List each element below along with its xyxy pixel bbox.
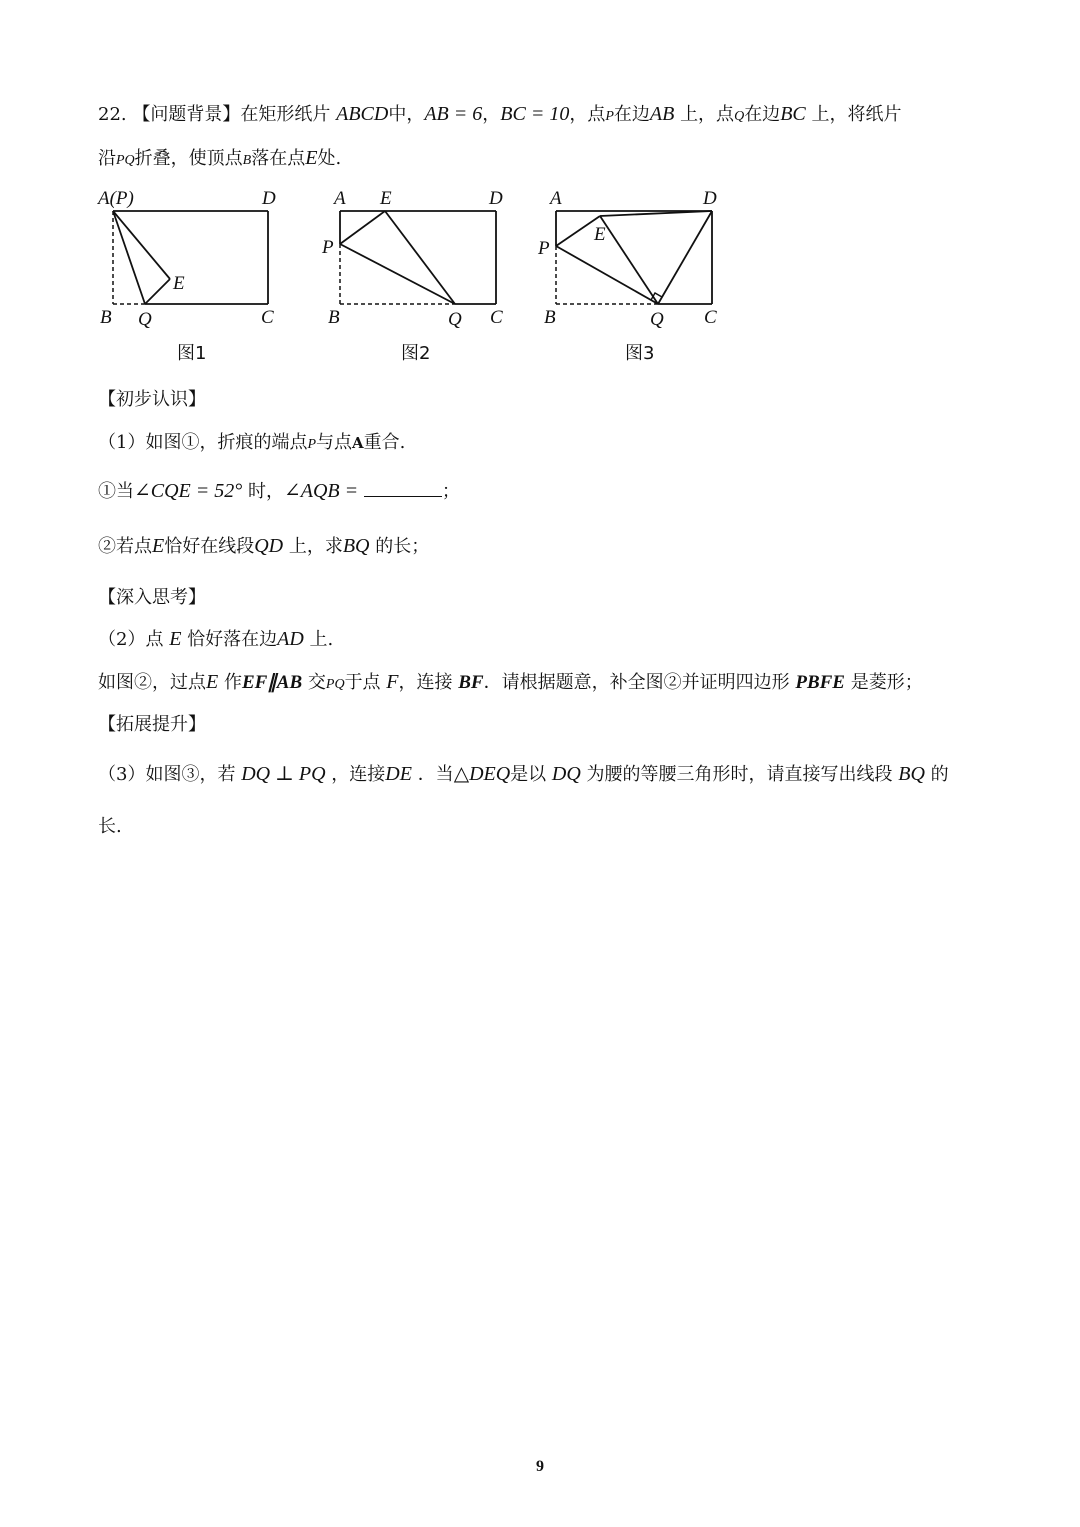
figure-3 bbox=[537, 188, 717, 364]
math-bc-eq: BC = 10 bbox=[500, 103, 570, 125]
figure-2 bbox=[321, 188, 503, 364]
fig3-label-d: D bbox=[703, 188, 717, 209]
text: 沿 bbox=[98, 148, 116, 169]
math-p: P bbox=[605, 109, 614, 124]
question-2-intro bbox=[98, 625, 333, 651]
problem-intro-line-1 bbox=[98, 100, 901, 126]
problem-intro-line-2 bbox=[98, 144, 341, 170]
math-e: E bbox=[169, 628, 182, 650]
fig3-segment-eq bbox=[600, 216, 658, 304]
fig3-segment-qd bbox=[658, 211, 712, 304]
math-qd: QD bbox=[254, 535, 284, 557]
fig1-label-d: D bbox=[262, 188, 276, 209]
question-1-part-i bbox=[98, 477, 460, 503]
text: 如图②，过点 bbox=[98, 672, 206, 693]
fig1-crease-pq bbox=[113, 211, 145, 304]
text: 交 bbox=[307, 672, 326, 693]
text: 上，将纸片 bbox=[811, 104, 902, 125]
fig1-label-a: A(P) bbox=[98, 188, 134, 209]
figure-1 bbox=[96, 188, 276, 364]
math-q: Q bbox=[734, 109, 745, 124]
text: 上，求 bbox=[288, 536, 343, 557]
fig1-segment-ae bbox=[113, 211, 170, 279]
text: 上，点 bbox=[680, 104, 735, 125]
text: 是以 bbox=[510, 764, 547, 785]
math-angle-aqb: ∠AQB = bbox=[284, 480, 359, 502]
math-dq: DQ bbox=[551, 763, 581, 785]
math-bq: BQ bbox=[898, 763, 925, 785]
fig1-caption: 图1 bbox=[177, 343, 207, 364]
text: （1）如图①，折痕的端点 bbox=[98, 432, 308, 453]
math-bq: BQ bbox=[342, 535, 370, 557]
text: ； bbox=[441, 481, 460, 502]
fig3-label-c: C bbox=[704, 307, 717, 328]
text: 落在点 bbox=[251, 148, 306, 169]
text: ①当 bbox=[98, 481, 134, 502]
math-de: DE bbox=[385, 763, 412, 785]
figures-svg bbox=[0, 180, 1080, 380]
text: 时， bbox=[248, 481, 284, 502]
math-ad: AD bbox=[277, 628, 304, 650]
question-1-intro bbox=[98, 428, 405, 454]
fig2-label-d: D bbox=[489, 188, 503, 209]
fig3-caption: 图3 bbox=[625, 343, 655, 364]
text: 在矩形纸片 bbox=[240, 104, 331, 125]
fig2-label-a: A bbox=[334, 188, 346, 209]
fig2-crease-pq bbox=[340, 244, 455, 304]
math-ab: AB bbox=[649, 103, 675, 125]
math-pbfe: PBFE bbox=[795, 672, 845, 693]
math-a: A bbox=[352, 434, 364, 452]
text: 中， bbox=[388, 104, 425, 125]
fig2-segment-eq bbox=[385, 211, 455, 304]
text: 作 bbox=[223, 672, 242, 693]
text: ②若点 bbox=[98, 536, 152, 557]
fig2-label-e: E bbox=[380, 188, 392, 209]
text: 恰好落在边 bbox=[187, 629, 278, 650]
answer-blank[interactable] bbox=[364, 480, 442, 497]
text: 是菱形； bbox=[850, 672, 923, 693]
math-pq: PQ bbox=[325, 677, 345, 692]
fig1-segment-qe bbox=[145, 279, 170, 304]
fig3-label-b: B bbox=[544, 307, 556, 328]
math-angle-cqe: ∠CQE = 52° bbox=[134, 480, 243, 502]
math-p: P bbox=[307, 437, 317, 452]
text: 的长； bbox=[375, 536, 430, 557]
question-3-body bbox=[98, 760, 949, 786]
background-tag: 【问题背景】 bbox=[132, 104, 241, 125]
math-dq-perp-pq: DQ ⊥ PQ bbox=[241, 763, 326, 785]
page-number: 9 bbox=[536, 1458, 544, 1475]
text: ．请根据题意，补全图②并证明四边形 bbox=[483, 672, 790, 693]
fig2-caption: 图2 bbox=[401, 343, 431, 364]
text: ，连接 bbox=[398, 672, 453, 693]
question-2-body bbox=[98, 668, 923, 694]
text: 恰好在线段 bbox=[164, 536, 255, 557]
math-b: B bbox=[242, 153, 252, 168]
fig3-crease-pq bbox=[556, 246, 658, 304]
text: 重合. bbox=[363, 432, 406, 453]
fig1-label-b: B bbox=[100, 307, 112, 328]
text: ，点 bbox=[569, 104, 606, 125]
fig3-label-a: A bbox=[550, 188, 562, 209]
math-e: E bbox=[305, 147, 318, 169]
question-1-part-ii bbox=[98, 532, 429, 558]
math-pq: PQ bbox=[116, 153, 135, 168]
text: 处. bbox=[317, 148, 342, 169]
fig2-label-b: B bbox=[328, 307, 340, 328]
fig1-label-e: E bbox=[173, 273, 185, 294]
math-ef-parallel-ab: EF∥AB bbox=[241, 672, 303, 693]
problem-number: 22. bbox=[98, 104, 127, 125]
math-bf: BF bbox=[458, 672, 484, 693]
text: （2）点 bbox=[98, 629, 164, 650]
section-heading-deep-thinking: 【深入思考】 bbox=[98, 587, 206, 608]
math-e: E bbox=[152, 535, 165, 557]
text: 于点 bbox=[344, 672, 381, 693]
fig1-label-q: Q bbox=[138, 309, 152, 330]
fig2-segment-pe bbox=[340, 211, 385, 244]
text: 在边 bbox=[613, 104, 650, 125]
fig3-label-e: E bbox=[594, 224, 606, 245]
section-heading-extension: 【拓展提升】 bbox=[98, 714, 206, 735]
text: 折叠，使顶点 bbox=[134, 148, 243, 169]
fig2-label-c: C bbox=[490, 307, 503, 328]
text: 上. bbox=[309, 629, 334, 650]
text: ，连接 bbox=[331, 764, 386, 785]
math-rect: ABCD bbox=[336, 103, 389, 125]
math-ab-eq: AB = 6 bbox=[424, 103, 483, 125]
text: 为腰的等腰三角形时，请直接写出线段 bbox=[586, 764, 893, 785]
fig3-label-q: Q bbox=[650, 309, 664, 330]
question-3-continuation: 长. bbox=[98, 816, 122, 837]
fig3-label-p: P bbox=[538, 238, 550, 259]
fig2-label-q: Q bbox=[448, 309, 462, 330]
math-bc: BC bbox=[780, 103, 806, 125]
text: 与点 bbox=[316, 432, 353, 453]
fig2-label-p: P bbox=[322, 237, 334, 258]
fig1-label-c: C bbox=[261, 307, 274, 328]
text: 的 bbox=[930, 764, 949, 785]
math-e: E bbox=[206, 671, 219, 693]
text: ．当 bbox=[417, 764, 454, 785]
text: 在边 bbox=[744, 104, 781, 125]
section-heading-preliminary: 【初步认识】 bbox=[98, 389, 206, 410]
math-f: F bbox=[386, 671, 399, 693]
math-triangle-deq: △DEQ bbox=[453, 763, 511, 785]
text: （3）如图③，若 bbox=[98, 764, 236, 785]
text: ， bbox=[482, 104, 501, 125]
